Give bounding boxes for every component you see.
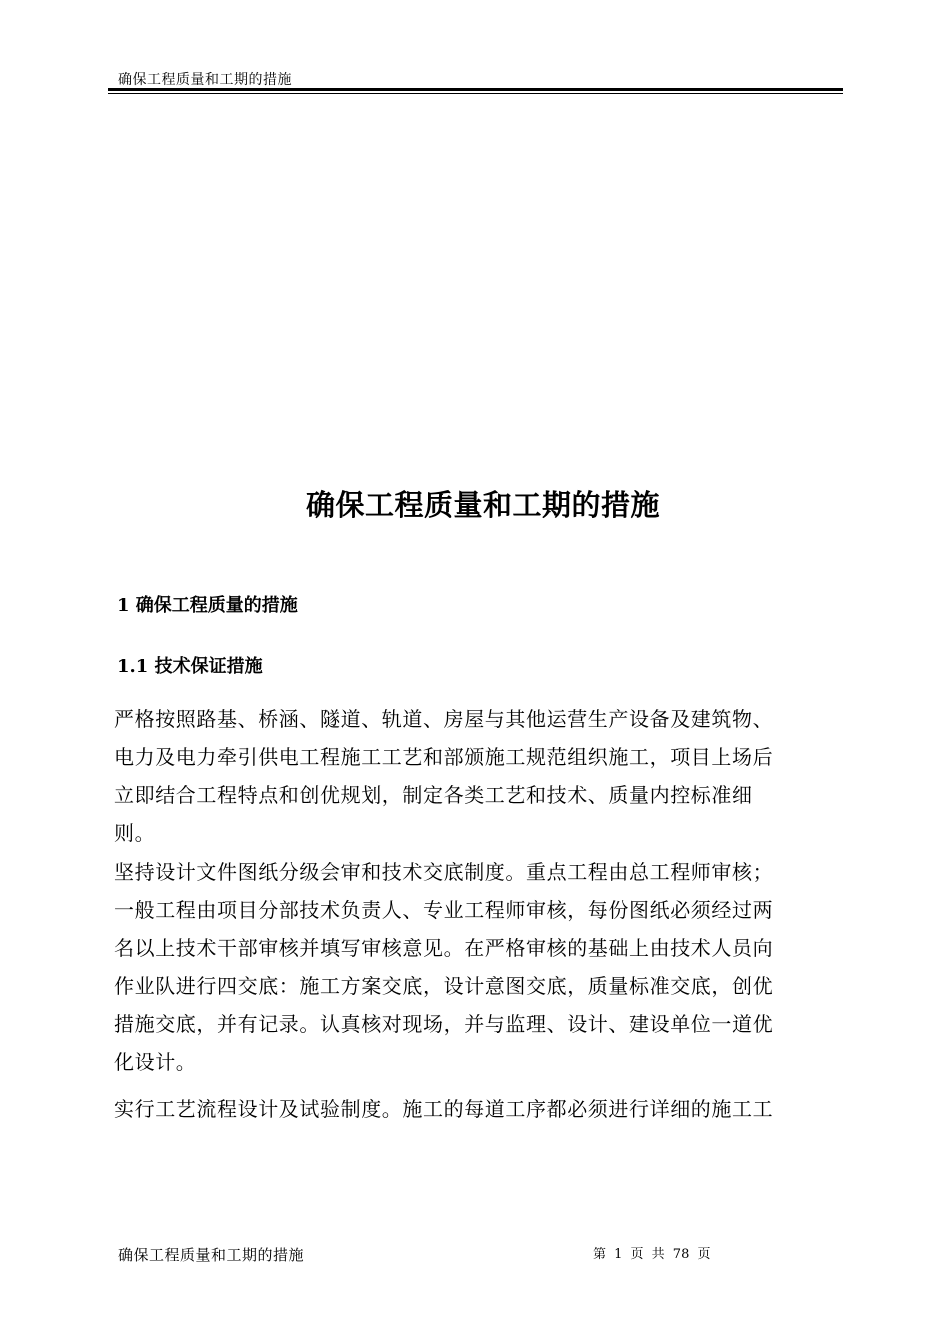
page-footer-title: 确保工程质量和工期的措施	[118, 1246, 305, 1264]
section-heading-1-1: 1.1 技术保证措施	[117, 656, 263, 677]
paragraph-line: 化设计。	[114, 1050, 197, 1074]
paragraph-line: 一般工程由项目分部技术负责人、专业工程师审核，每份图纸必须经过两	[114, 898, 774, 922]
paragraph-line: 措施交底，并有记录。认真核对现场，并与监理、设计、建设单位一道优	[114, 1012, 774, 1036]
document-title: 确保工程质量和工期的措施	[305, 488, 660, 522]
paragraph-line: 实行工艺流程设计及试验制度。施工的每道工序都必须进行详细的施工工	[114, 1097, 774, 1121]
header-rule-thick	[108, 88, 843, 91]
paragraph-process-design	[114, 1090, 834, 1128]
paragraph-line: 严格按照路基、桥涵、隧道、轨道、房屋与其他运营生产设备及建筑物、	[114, 707, 774, 731]
paragraph-technical-standards	[114, 700, 834, 852]
paragraph-drawing-review	[114, 853, 834, 1081]
header-rule-thin	[108, 93, 843, 94]
page-header-title: 确保工程质量和工期的措施	[118, 72, 292, 88]
section-heading-1: 1 确保工程质量的措施	[117, 595, 298, 616]
paragraph-line: 则。	[114, 821, 156, 845]
paragraph-line: 立即结合工程特点和创优规划，制定各类工艺和技术、质量内控标准细	[114, 783, 753, 807]
page-number: 第 1 页 共 78 页	[593, 1247, 711, 1262]
paragraph-line: 坚持设计文件图纸分级会审和技术交底制度。重点工程由总工程师审核；	[114, 860, 774, 884]
paragraph-line: 电力及电力牵引供电工程施工工艺和部颁施工规范组织施工，项目上场后	[114, 745, 774, 769]
paragraph-line: 作业队进行四交底：施工方案交底，设计意图交底，质量标准交底，创优	[114, 974, 774, 998]
paragraph-line: 名以上技术干部审核并填写审核意见。在严格审核的基础上由技术人员向	[114, 936, 774, 960]
